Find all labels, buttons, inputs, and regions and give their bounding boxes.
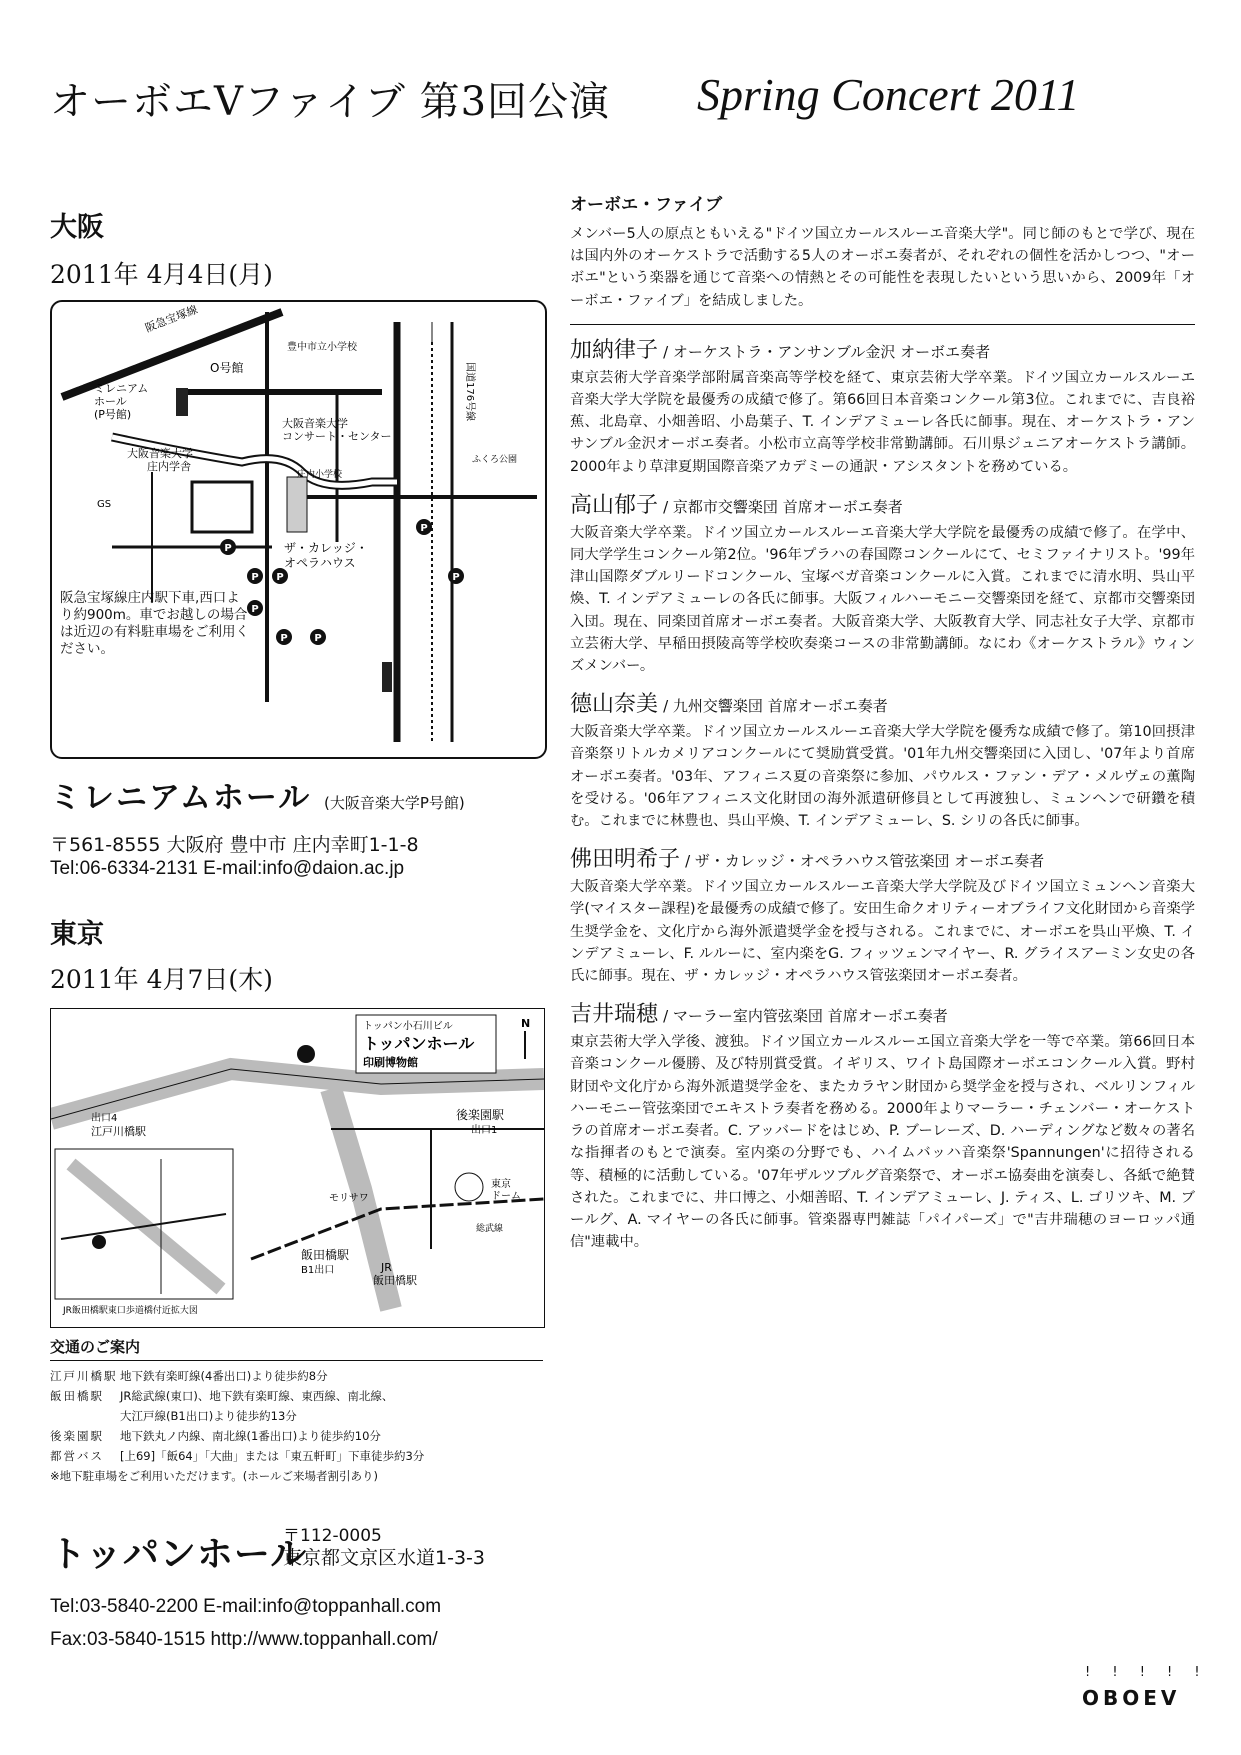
access-station xyxy=(50,1408,120,1428)
tokyo-map xyxy=(50,1008,545,1328)
access-detail: 大江戸線(B1出口)より徒歩約13分 xyxy=(120,1409,297,1423)
member-name: 德山奈美 xyxy=(570,692,659,718)
map-label-iidabashi: 飯田橋駅 xyxy=(301,1248,350,1262)
access-row xyxy=(50,1368,543,1388)
oboe-logo: OBOEV xyxy=(1082,1686,1181,1710)
toppan-tel: Tel:03-5840-2200 E-mail:info@toppanhall.com xyxy=(50,1596,442,1617)
toppan-address: 東京都文京区水道1-3-3 xyxy=(283,1547,485,1569)
page-title-jp: オーボエVファイブ 第3回公演 xyxy=(50,79,611,125)
tokyo-date: 2011年 4月7日(木) xyxy=(50,965,273,994)
map-label-jr-iidabashi: JR 飯田橋駅 xyxy=(373,1261,417,1287)
svg-text:P: P xyxy=(251,572,259,583)
map-label-exit1: 出口1 xyxy=(471,1125,498,1136)
member-bio: 大阪音楽大学卒業。ドイツ国立カールスルーエ音楽大学大学院及びドイツ国立ミュンヘン音楽大学(マイスター課程)を最優秀の成績で修了。安田生命クオリティーオブライフ文化財団から音楽学生奨学金を、文化庁から海外派遣奨学金を授与される。これまでに、オーボエを呉山平煥、T. インデアミューレ、F. ルルーに、室内楽をG. フィッツェンマイヤー、R. グライスアーミン女史の各氏に師事。現在、ザ・カレッジ・オペラハウス管弦楽団オーボエ奏者。 xyxy=(570,879,1195,985)
svg-text:P: P xyxy=(314,633,322,644)
map-label-korakuen: 後楽園駅 xyxy=(456,1108,505,1122)
map-label-building: トッパン小石川ビル xyxy=(363,1021,453,1032)
map-label-rail: 阪急宝塚線 xyxy=(143,302,200,335)
tokyo-city-heading: 東京 xyxy=(50,919,104,950)
map-label-school-toyonaka: 豊中市立小学校 xyxy=(287,342,357,353)
member-profile xyxy=(570,997,1195,1253)
map-label-tokyo-dome: 東京ドーム xyxy=(491,1179,521,1202)
access-divider xyxy=(50,1360,543,1361)
osaka-map-drawing xyxy=(52,302,545,757)
hall-building xyxy=(176,388,188,416)
member-name: 吉井瑞穂 xyxy=(570,1002,659,1028)
osaka-date: 2011年 4月4日(月) xyxy=(50,260,273,289)
toppan-hall-marker xyxy=(297,1045,315,1063)
toppan-postal: 〒112-0005 xyxy=(283,1526,382,1546)
member-profile xyxy=(570,488,1195,677)
map-label-museum: 印刷博物館 xyxy=(363,1056,418,1069)
map-label-shonai-campus: 大阪音楽大学庄内学舎 xyxy=(127,447,193,473)
access-note: ※地下駐車場をご利用いただけます。(ホールご来場者割引あり) xyxy=(50,1469,378,1483)
member-role: / 九州交響楽団 首席オーボエ奏者 xyxy=(663,697,888,716)
access-heading: 交通のご案内 xyxy=(50,1338,141,1356)
oboe-logo-ticks: ! ! ! ! ! xyxy=(1085,1665,1209,1680)
access-row xyxy=(50,1408,543,1428)
map-label-sobu: 総武線 xyxy=(476,1224,504,1234)
svg-text:P: P xyxy=(420,523,428,534)
parking-markers xyxy=(220,519,464,645)
map-label-route176: 国道176号線 xyxy=(464,362,475,422)
toppan-hall-logo: トッパンホール xyxy=(50,1534,308,1575)
member-name: 高山郁子 xyxy=(570,492,659,518)
svg-text:P: P xyxy=(280,633,288,644)
svg-text:P: P xyxy=(224,543,232,554)
access-station: 江戸川橋駅 xyxy=(50,1369,118,1383)
member-profile xyxy=(570,842,1195,987)
svg-text:P: P xyxy=(251,604,259,615)
map-label-concert-center: 大阪音楽大学コンサート・センター xyxy=(282,417,392,443)
map-label-morisawa: モリサワ xyxy=(329,1193,369,1204)
osaka-city-heading: 大阪 xyxy=(50,212,104,243)
map-label-hall: ミレニアムホール(P号館) xyxy=(94,382,149,421)
member-role: / ザ・カレッジ・オペラハウス管弦楽団 オーボエ奏者 xyxy=(685,852,1045,871)
tokyo-map-drawing xyxy=(51,1009,544,1327)
member-profile xyxy=(570,687,1195,832)
member-bio: 大阪音楽大学卒業。ドイツ国立カールスルーエ音楽大学大学院を最優秀の成績で修了。在学中、同大学学生コンクール第2位。'96年プラハの春国際コンクールにて、セミファイナリスト。'99年津山国際ダブルリードコンクール、宝塚ベガ音楽コンクールに入賞。これまでに清水明、呉山平煥、T. インデアミューレの各氏に師事。大阪フィルハーモニー交響楽団を経て、京都市交響楽団入団。現在、同楽団首席オーボエ奏者。大阪音楽大学、大阪教育大学、同志社女子大学、京都市立芸術大学、早稲田摂陵高等学校吹奏楽コースの非常勤講師。なにわ《オーケストラル》ウィンズメンバー。 xyxy=(570,524,1195,675)
page-title-en: Spring Concert 2011 xyxy=(697,69,1080,120)
osaka-map xyxy=(50,300,547,759)
access-station: 都営バス xyxy=(50,1449,104,1463)
section-divider xyxy=(570,324,1195,325)
map-label-park: ふくろ公園 xyxy=(472,455,518,465)
member-bio: 東京芸術大学音楽学部附属音楽高等学校を経て、東京芸術大学卒業。ドイツ国立カールスルーエ音楽大学大学院を最優秀の成績で修了。第66回日本音楽コンクール第3位。これまでに、吉良裕蕉、北島章、小畑善昭、小島葉子、T. インデアミューレ各氏に師事。現在、オーケストラ・アンサンブル金沢オーボエ奏者。小松市立高等学校非常勤講師。石川県ジュニアオーケストラ講師。2000年より草津夏期国際音楽アカデミーの通訳・アシスタントを務めている。 xyxy=(570,369,1195,475)
access-detail: [上69]「飯64」「大曲」または「東五軒町」下車徒歩約3分 xyxy=(120,1449,425,1463)
map-inset-caption: JR飯田橋駅東口歩道橋付近拡大図 xyxy=(63,1306,198,1316)
svg-text:P: P xyxy=(276,572,284,583)
map-label-north: N xyxy=(521,1017,531,1030)
map-label-school-shonai: 庄内小学校 xyxy=(297,470,343,480)
member-name: 佛田明希子 xyxy=(570,847,681,873)
access-detail: 地下鉄有楽町線(4番出口)より徒歩約8分 xyxy=(120,1369,328,1383)
group-heading: オーボエ・ファイブ xyxy=(570,195,723,215)
map-label-exitB1: B1出口 xyxy=(301,1265,335,1276)
map-label-edogawabashi: 江戸川橋駅 xyxy=(91,1125,146,1138)
map-label-gs: GS xyxy=(97,499,112,510)
member-bio: 東京芸術大学入学後、渡独。ドイツ国立カールスルーエ国立音楽大学を一等で卒業。第66回日本音楽コンクール優勝、及び特別賞受賞。イギリス、ワイト島国際オーボエコンクール入賞。野村財団や文化庁から海外派遣奨学金を、またカラヤン財団から奨学金を授与され、ベルリンフィルハーモニー管弦楽団でエキストラ奏者を務める。2000年よりマーラー・チェンバー・オーケストラの首席オーボエ奏者。C. アッバードをはじめ、P. ブーレーズ、D. ハーディングなど数々の著名な指揮者のもとで演奏。室内楽の分野でも、ハイムバッハ音楽祭'Spannungen'に招待される等、積極的に活動している。'07年ザルツブルグ音楽祭で、オーボエ協奏曲を演奏し、各紙で絶賛された。これまでに、井口博之、小畑善昭、T. インデアミューレ、J. ティス、L. ゴリツキ、M. ブールグ、A. マイヤーの各氏に師事。管楽器専門雑誌「パイパーズ」で"吉井瑞穂のヨーロッパ通信"連載中。 xyxy=(570,1034,1195,1251)
osaka-hall-contact: Tel:06-6334-2131 E-mail:info@daion.ac.jp xyxy=(50,858,405,879)
svg-text:P: P xyxy=(452,572,460,583)
osaka-hall-sub: (大阪音楽大学P号館) xyxy=(324,794,465,812)
access-row xyxy=(50,1448,543,1468)
access-station: 飯田橋駅 xyxy=(50,1389,104,1403)
member-bio: 大阪音楽大学卒業。ドイツ国立カールスルーエ音楽大学大学院を優秀な成績で修了。第10回摂津音楽祭リトルカメリアコンクールにて奨励賞受賞。'01年九州交響楽団に入団し、'07年より首席オーボエ奏者。'03年、アフィニス夏の音楽祭に参加、パウルス・ファン・デア・メルヴェの薫陶を受ける。'06年アフィニス文化財団の海外派遣研修員として再渡独し、ミュンヘンで研鑽を積む。これまでに林豊也、呉山平煥、T. インデアミューレ、S. シリの各氏に師事。 xyxy=(570,724,1195,830)
member-name: 加納律子 xyxy=(570,337,659,363)
access-row xyxy=(50,1428,543,1448)
osaka-hall-title: ミレニアムホール xyxy=(50,780,312,816)
member-role: / マーラー室内管弦楽団 首席オーボエ奏者 xyxy=(663,1007,948,1026)
member-role: / 京都市交響楽団 首席オーボエ奏者 xyxy=(663,497,903,516)
member-profile xyxy=(570,333,1195,478)
map-label-toppan-hall: トッパンホール xyxy=(363,1034,475,1053)
toppan-fax: Fax:03-5840-1515 http://www.toppanhall.com/ xyxy=(50,1629,438,1650)
access-row xyxy=(50,1388,543,1408)
group-description: メンバー5人の原点ともいえる"ドイツ国立カールスルーエ音楽大学"。同じ師のもとで学び、現在は国内外のオーケストラで活動する5人のオーボエ奏者が、それぞれの個性を活かしつつ、"オーボエ"という楽器を通じて音楽への情熱とその可能性を表現したいという思いから、2009年「オーボエ・ファイブ」を結成しました。 xyxy=(570,226,1195,309)
access-station: 後楽園駅 xyxy=(50,1429,104,1443)
access-detail: JR総武線(東口)、地下鉄有楽町線、東西線、南北線、 xyxy=(120,1389,394,1403)
access-list xyxy=(50,1368,543,1488)
osaka-hall-name xyxy=(50,772,465,817)
osaka-map-note: 阪急宝塚線庄内駅下車,西口より約900m。車でお越しの場合は近辺の有料駐車場をご利用ください。 xyxy=(60,590,249,657)
right-column xyxy=(570,190,1195,1253)
map-label-exit4: 出口4 xyxy=(91,1113,118,1124)
member-role: / オーケストラ・アンサンブル金沢 オーボエ奏者 xyxy=(663,342,991,361)
map-label-bldg-o: O号館 xyxy=(210,361,244,375)
osaka-hall-address: 〒561-8555 大阪府 豊中市 庄内幸町1-1-8 xyxy=(50,834,419,856)
map-label-opera-house: ザ・カレッジ・オペラハウス xyxy=(284,541,368,570)
access-detail: 地下鉄丸ノ内線、南北線(1番出口)より徒歩約10分 xyxy=(120,1429,381,1443)
